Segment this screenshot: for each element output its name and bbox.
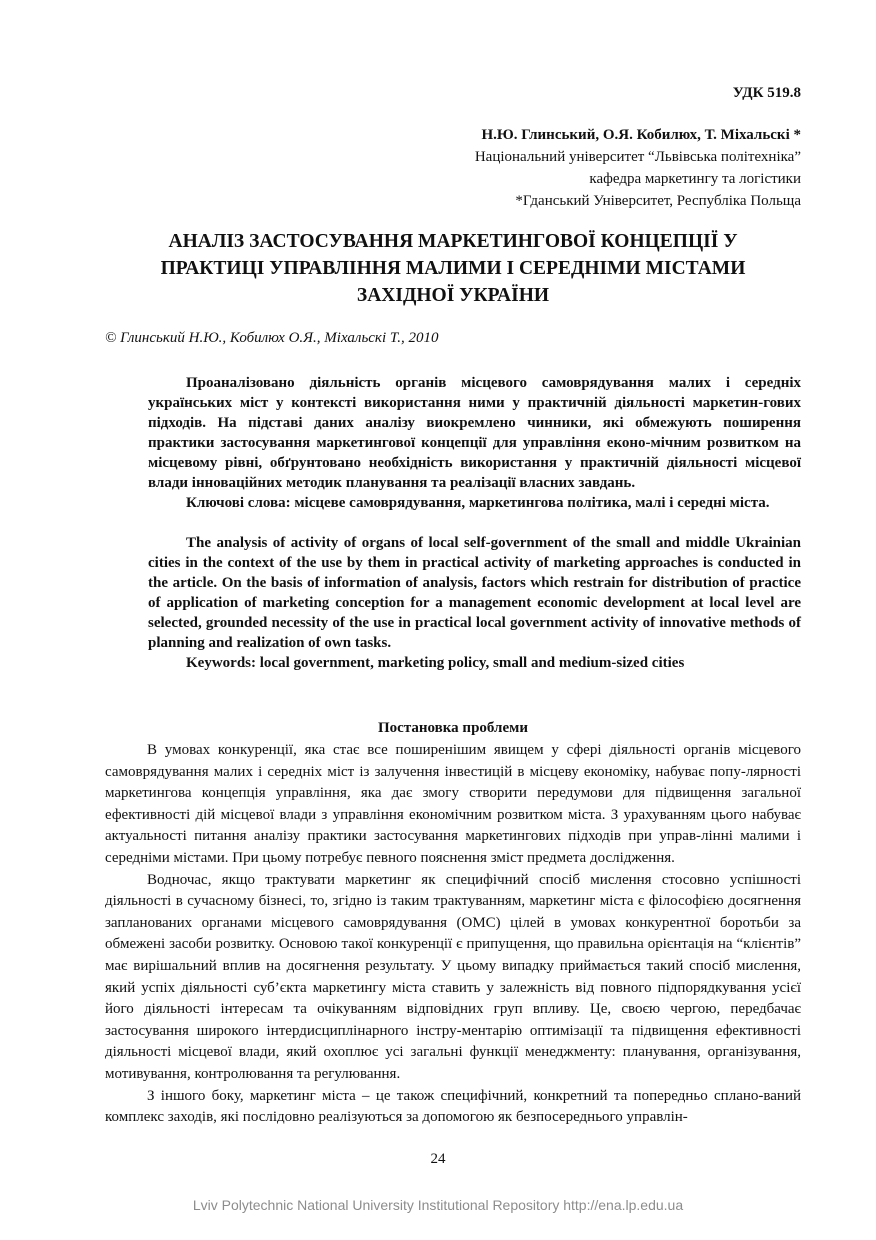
title-line: АНАЛІЗ ЗАСТОСУВАННЯ МАРКЕТИНГОВОЇ КОНЦЕПЦІЇ У [168, 231, 738, 252]
page-number: 24 [430, 1151, 446, 1167]
title-line: ЗАХІДНОЇ УКРАЇНИ [356, 285, 550, 306]
abstract-block [148, 373, 801, 673]
body-text [105, 740, 801, 1129]
keywords-en: Keywords: local government, marketing policy, small and medium-sized cities [186, 655, 685, 671]
body-paragraph: З іншого боку, маркетинг міста – це також специфічний, конкретний та попередньо сплано-ваний комплекс заходів, які послідовно реалізуються за допомогою як безпосереднього управлін- [105, 1087, 801, 1126]
abstract-ua-text: Проаналізовано діяльність органів місцевого самоврядування малих і середніх українських міст у контексті використання ними у практичній діяльності маркетин-гових підходів. На підставі даних аналізу виокремлено чинники, які обмежують поширення практики застосування маркетингової концепції для управління еконо-мічним розвитком на місцевому рівні, обґрунтовано необхідність використання у практичній діяльності місцевої влади інноваційних методик планування та реалізації власних завдань. [148, 375, 801, 491]
copyright-line: © Глинський Н.Ю., Кобилюх О.Я., Міхальскі Т., 2010 [105, 330, 439, 346]
title-line: ПРАКТИЦІ УПРАВЛІННЯ МАЛИМИ І СЕРЕДНІМИ МІСТАМИ [160, 258, 746, 279]
affiliation-department: кафедра маркетингу та логістики [589, 171, 801, 187]
keywords-ua: Ключові слова: місцеве самоврядування, маркетингова політика, малі і середні міста. [186, 495, 770, 511]
body-paragraph: В умовах конкуренції, яка стає все поширенішим явищем у сфері діяльності органів місцевого самоврядування малих і середніх міст із залучення інвестицій в місцеву економіку, набуває попу-лярності маркетингова концепція управління, яка дає змогу створити передумови для підвищення загальної ефективності дій місцевої влади з управління економічним розвитком міста. З урахуванням цього набуває актуальності питання аналізу практики застосування маркетингових підходів при управ-лінні малими і середніми містами. При цьому потребує певного пояснення зміст предмета дослідження. [105, 742, 801, 866]
author-block [475, 124, 801, 212]
abstract-ukrainian [148, 373, 801, 513]
udc-code: УДК 519.8 [732, 85, 801, 101]
paper-title [105, 228, 801, 309]
repository-footer: Lviv Polytechnic National University Institutional Repository http://ena.lp.edu.ua [192, 1197, 684, 1213]
affiliation-gdansk: *Гданський Університет, Республіка Польща [515, 193, 801, 209]
section-heading: Постановка проблеми [378, 720, 528, 736]
body-paragraph: Водночас, якщо трактувати маркетинг як специфічний спосіб мислення стосовно успішності діяльності в сучасному бізнесі, то, згідно із таким трактуванням, маркетинг міста є філософією досягнення запланованих органами місцевого самоврядування (ОМС) цілей в умовах конкурентної боротьби за обмежені засоби розвитку. Основою такої конкуренції є припущення, що правильна орієнтація на “клієнтів” має вирішальний вплив на досягнення результату. У цьому випадку приймається такий спосіб мислення, який успіх діяльності суб’єкта маркетингу міста ставить у залежність від повного підпорядкування усієї його діяльності інтересам та очікуванням відповідних груп впливу. Це, своєю чергою, передбачає застосування широкого інтердисциплінарного інстру-ментарію оптимізації та підвищення ефективності діяльності місцевої влади, який охоплює усі загальні функції менеджменту: планування, організування, мотивування, контролювання та регулювання. [105, 871, 801, 1082]
affiliation-university: Національний університет “Львівська політехніка” [474, 149, 801, 165]
author-names: Н.Ю. Глинський, О.Я. Кобилюх, Т. Міхальскі * [481, 127, 801, 143]
abstract-english [148, 533, 801, 673]
abstract-en-text: The analysis of activity of organs of local self-government of the small and middle Ukrainian cities in the context of the use by them in practical activity of marketing approaches is conducted in the article. On the basis of information of analysis, factors which restrain for distribution of practice of application of marketing conception for a management economic development at local level are selected, grounded necessity of the use in practical local government activity of innovative methods of planning and realization of own tasks. [148, 535, 801, 651]
